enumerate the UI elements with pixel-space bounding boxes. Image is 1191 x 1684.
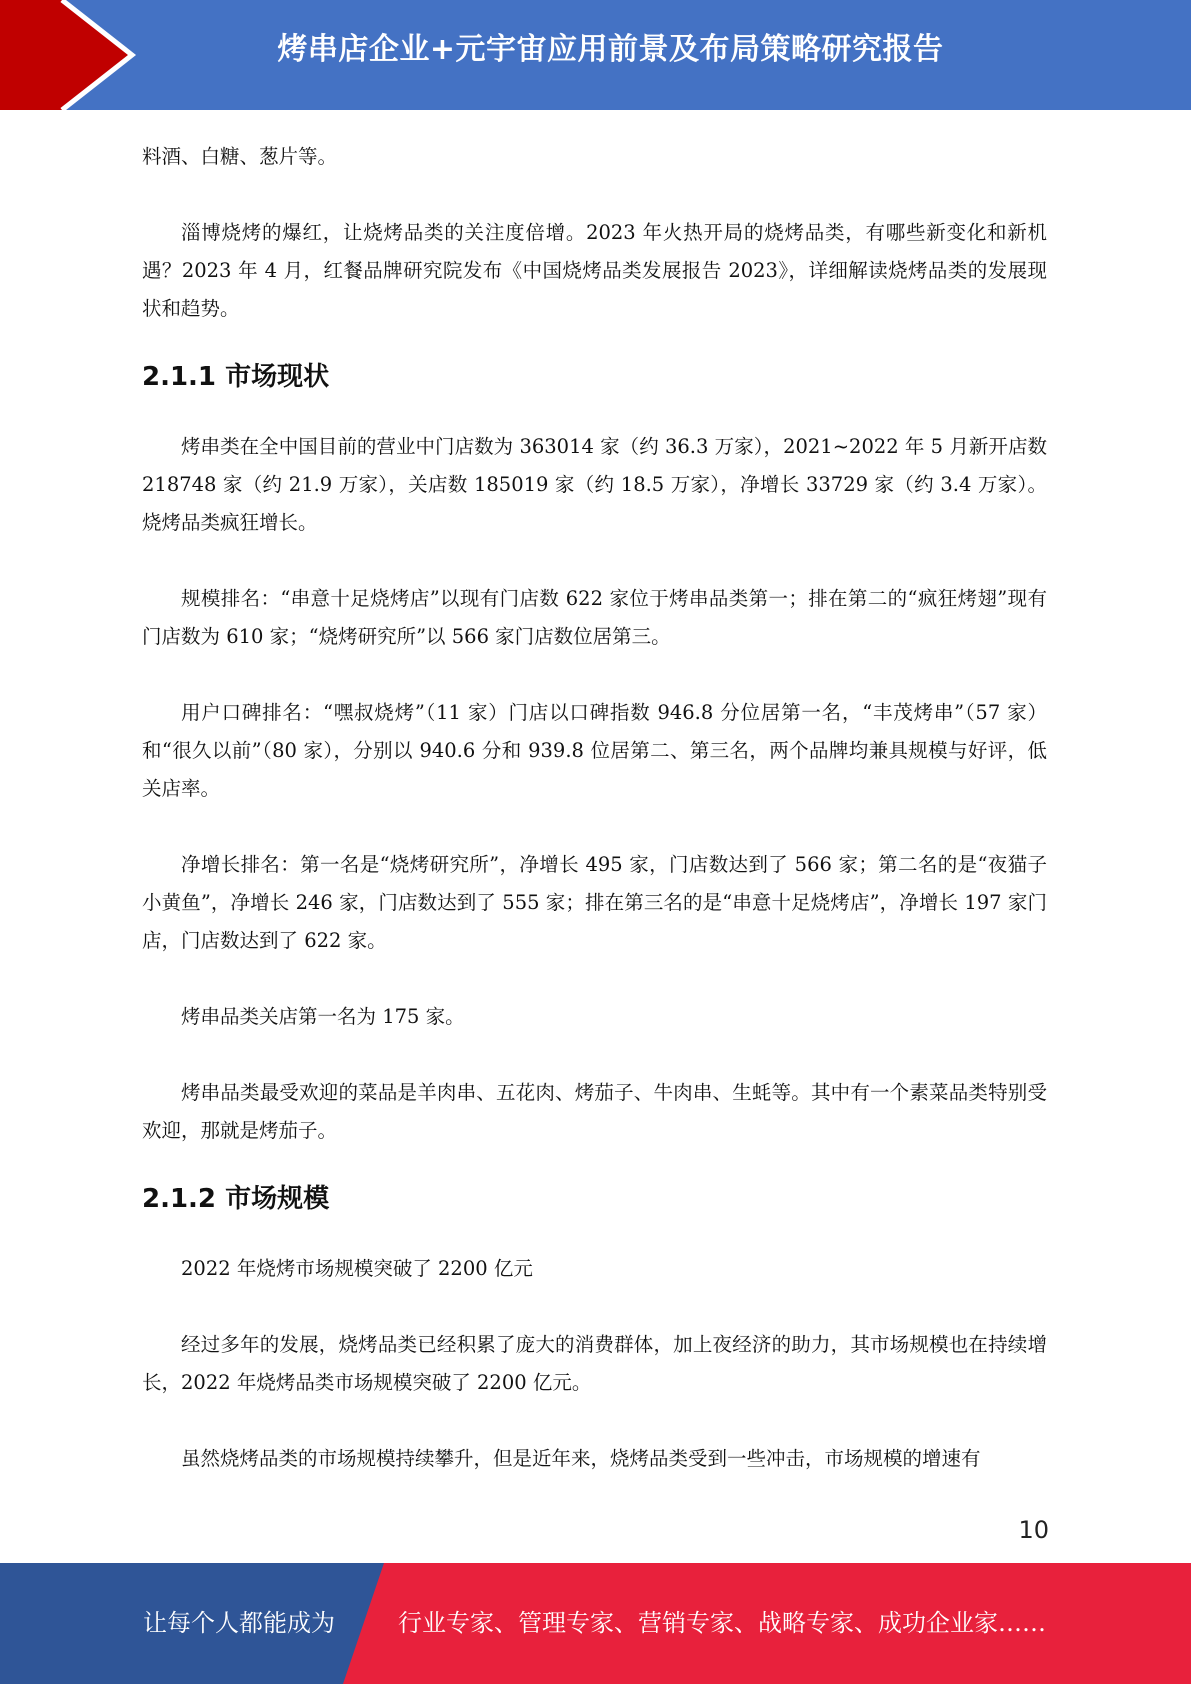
page-number: 10 xyxy=(1018,1516,1049,1544)
paragraph: 烤串类在全中国目前的营业中门店数为 363014 家（约 36.3 万家），2021~2022 年 5 月新开店数 218748 家（约 21.9 万家），关店数 185019 家（约 18.5 万家），净增长 33729 家（约 3.4 万家）。烧烤品类疯狂增长。 xyxy=(142,435,1047,534)
paragraph: 烤串品类关店第一名为 175 家。 xyxy=(181,1005,465,1028)
report-title: 烤串店企业+元宇宙应用前景及布局策略研究报告 xyxy=(277,32,944,67)
section-heading-market-status: 2.1.1 市场现状 xyxy=(142,362,330,392)
page-footer xyxy=(0,1563,1191,1684)
footer-slogan-left: 让每个人都能成为 xyxy=(143,1609,335,1637)
paragraph: 经过多年的发展，烧烤品类已经积累了庞大的消费群体，加上夜经济的助力，其市场规模也在持续增长，2022 年烧烤品类市场规模突破了 2200 亿元。 xyxy=(142,1333,1047,1394)
paragraph: 虽然烧烤品类的市场规模持续攀升，但是近年来，烧烤品类受到一些冲击，市场规模的增速有 xyxy=(181,1447,981,1470)
paragraph: 净增长排名：第一名是“烧烤研究所”，净增长 495 家，门店数达到了 566 家；第二名的是“夜猫子小黄鱼”，净增长 246 家，门店数达到了 555 家；排在第三名的是“串意十足烧烤店”，净增长 197 家门店，门店数达到了 622 家。 xyxy=(142,853,1047,952)
paragraph: 规模排名：“串意十足烧烤店”以现有门店数 622 家位于烤串品类第一；排在第二的“疯狂烤翅”现有门店数为 610 家；“烧烤研究所”以 566 家门店数位居第三。 xyxy=(142,587,1047,648)
section-heading-market-size: 2.1.2 市场规模 xyxy=(142,1184,330,1214)
paragraph: 用户口碑排名：“嘿叔烧烤”（11 家）门店以口碑指数 946.8 分位居第一名，“丰茂烤串”（57 家）和“很久以前”（80 家），分别以 940.6 分和 939.8 位居第二、第三名，两个品牌均兼具规模与好评，低关店率。 xyxy=(142,701,1047,800)
footer-slogan-right: 行业专家、管理专家、营销专家、战略专家、成功企业家…… xyxy=(398,1609,1046,1637)
paragraph: 料酒、白糖、葱片等。 xyxy=(142,145,338,168)
paragraph: 2022 年烧烤市场规模突破了 2200 亿元 xyxy=(181,1257,533,1280)
paragraph: 淄博烧烤的爆红，让烧烤品类的关注度倍增。2023 年火热开局的烧烤品类，有哪些新变化和新机遇？2023 年 4 月，红餐品牌研究院发布《中国烧烤品类发展报告 2023》，详细解读烧烤品类的发展现状和趋势。 xyxy=(142,221,1047,320)
paragraph: 烤串品类最受欢迎的菜品是羊肉串、五花肉、烤茄子、牛肉串、生蚝等。其中有一个素菜品类特别受欢迎，那就是烤茄子。 xyxy=(142,1081,1047,1142)
page-header xyxy=(0,0,1191,110)
page-content xyxy=(142,138,1047,1478)
